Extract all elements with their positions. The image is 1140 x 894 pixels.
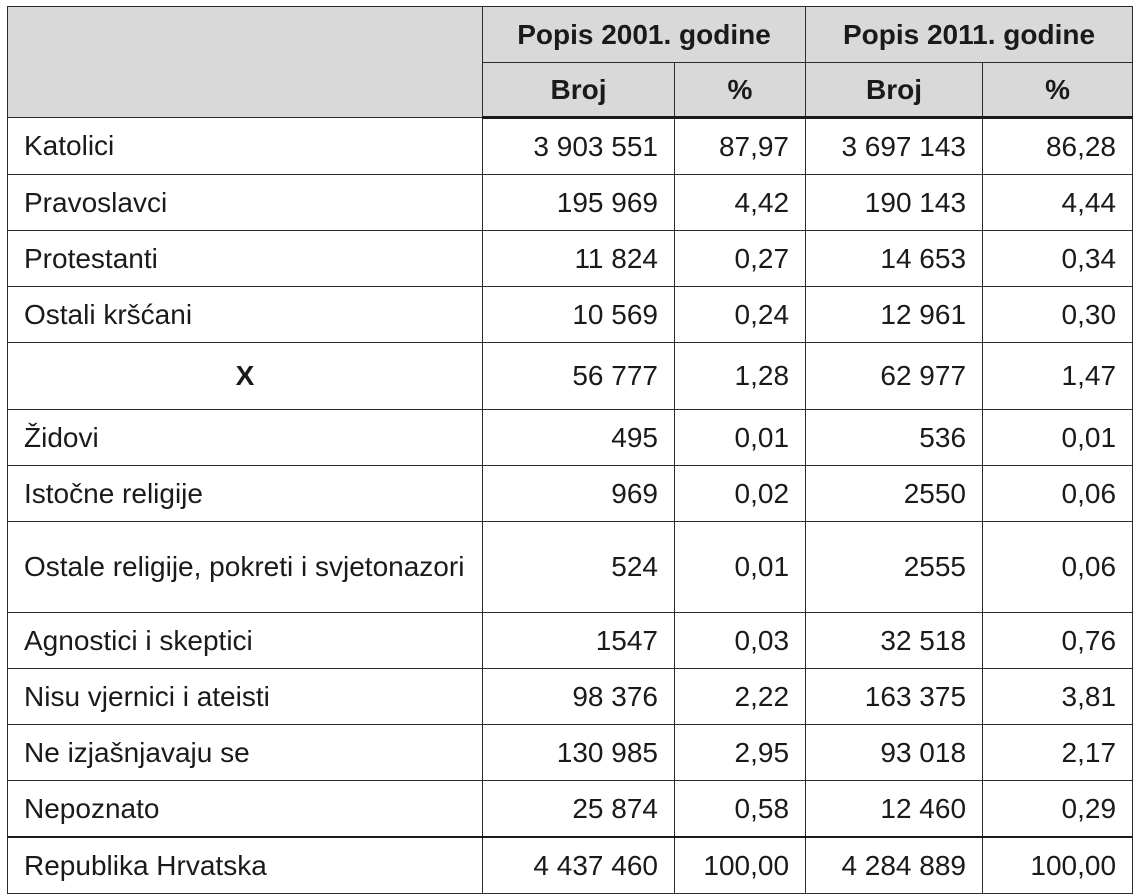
header-broj-2001: Broj (483, 63, 675, 118)
percent-2011: 0,06 (983, 466, 1133, 522)
table-row (8, 466, 1133, 522)
percent-2011: 100,00 (983, 837, 1133, 894)
row-name: Pravoslavci (8, 175, 483, 231)
count-2011: 12 961 (806, 287, 983, 343)
row-name: Židovi (8, 410, 483, 466)
count-2001: 25 874 (483, 781, 675, 838)
count-2011: 12 460 (806, 781, 983, 838)
count-2011: 14 653 (806, 231, 983, 287)
header-blank-cell (8, 7, 483, 118)
table-row (8, 118, 1133, 175)
percent-2001: 0,03 (675, 613, 806, 669)
table-row (8, 522, 1133, 613)
count-2001: 3 903 551 (483, 118, 675, 175)
table-row (8, 287, 1133, 343)
percent-2001: 2,95 (675, 725, 806, 781)
row-name: Protestanti (8, 231, 483, 287)
count-2001: 56 777 (483, 343, 675, 410)
percent-2011: 1,47 (983, 343, 1133, 410)
count-2011: 2555 (806, 522, 983, 613)
count-2001: 11 824 (483, 231, 675, 287)
count-2011: 3 697 143 (806, 118, 983, 175)
percent-2011: 3,81 (983, 669, 1133, 725)
count-2001: 10 569 (483, 287, 675, 343)
count-2011: 62 977 (806, 343, 983, 410)
percent-2011: 86,28 (983, 118, 1133, 175)
row-name: Katolici (8, 118, 483, 175)
table-row (8, 231, 1133, 287)
count-2001: 98 376 (483, 669, 675, 725)
table-row (8, 669, 1133, 725)
percent-2001: 0,27 (675, 231, 806, 287)
percent-2001: 1,28 (675, 343, 806, 410)
count-2011: 2550 (806, 466, 983, 522)
table-row (8, 781, 1133, 838)
count-2001: 130 985 (483, 725, 675, 781)
percent-2001: 0,01 (675, 410, 806, 466)
percent-2001: 0,01 (675, 522, 806, 613)
row-name-total: Republika Hrvatska (8, 837, 483, 894)
percent-2001: 87,97 (675, 118, 806, 175)
percent-2011: 0,30 (983, 287, 1133, 343)
count-2001: 1547 (483, 613, 675, 669)
religion-census-table (7, 6, 1133, 894)
count-2001: 4 437 460 (483, 837, 675, 894)
row-name: Agnostici i skeptici (8, 613, 483, 669)
percent-2011: 2,17 (983, 725, 1133, 781)
percent-2001: 0,58 (675, 781, 806, 838)
count-2001: 969 (483, 466, 675, 522)
header-broj-2011: Broj (806, 63, 983, 118)
header-census-2011: Popis 2011. godine (806, 7, 1133, 63)
row-name: Istočne religije (8, 466, 483, 522)
count-2011: 190 143 (806, 175, 983, 231)
count-2011: 536 (806, 410, 983, 466)
table-header (8, 7, 1133, 118)
table-row (8, 613, 1133, 669)
count-2001: 524 (483, 522, 675, 613)
header-percent-2011: % (983, 63, 1133, 118)
table-row (8, 175, 1133, 231)
percent-2011: 0,76 (983, 613, 1133, 669)
header-census-2001: Popis 2001. godine (483, 7, 806, 63)
row-name: Ostali kršćani (8, 287, 483, 343)
percent-2011: 4,44 (983, 175, 1133, 231)
percent-2011: 0,06 (983, 522, 1133, 613)
percent-2011: 0,29 (983, 781, 1133, 838)
percent-2011: 0,34 (983, 231, 1133, 287)
count-2011: 32 518 (806, 613, 983, 669)
count-2001: 495 (483, 410, 675, 466)
count-2011: 93 018 (806, 725, 983, 781)
header-percent-2001: % (675, 63, 806, 118)
row-name: Ostale religije, pokreti i svjetonazori (8, 522, 483, 613)
percent-2001: 100,00 (675, 837, 806, 894)
table-row-x (8, 343, 1133, 410)
row-name: Nisu vjernici i ateisti (8, 669, 483, 725)
percent-2001: 0,24 (675, 287, 806, 343)
table-row (8, 725, 1133, 781)
percent-2011: 0,01 (983, 410, 1133, 466)
row-name-x: X (8, 343, 483, 410)
count-2011: 163 375 (806, 669, 983, 725)
percent-2001: 0,02 (675, 466, 806, 522)
header-row-years (8, 7, 1133, 63)
table-row (8, 410, 1133, 466)
percent-2001: 4,42 (675, 175, 806, 231)
table-row-total (8, 837, 1133, 894)
percent-2001: 2,22 (675, 669, 806, 725)
table-body (8, 118, 1133, 894)
row-name: Ne izjašnjavaju se (8, 725, 483, 781)
row-name: Nepoznato (8, 781, 483, 838)
count-2011: 4 284 889 (806, 837, 983, 894)
count-2001: 195 969 (483, 175, 675, 231)
